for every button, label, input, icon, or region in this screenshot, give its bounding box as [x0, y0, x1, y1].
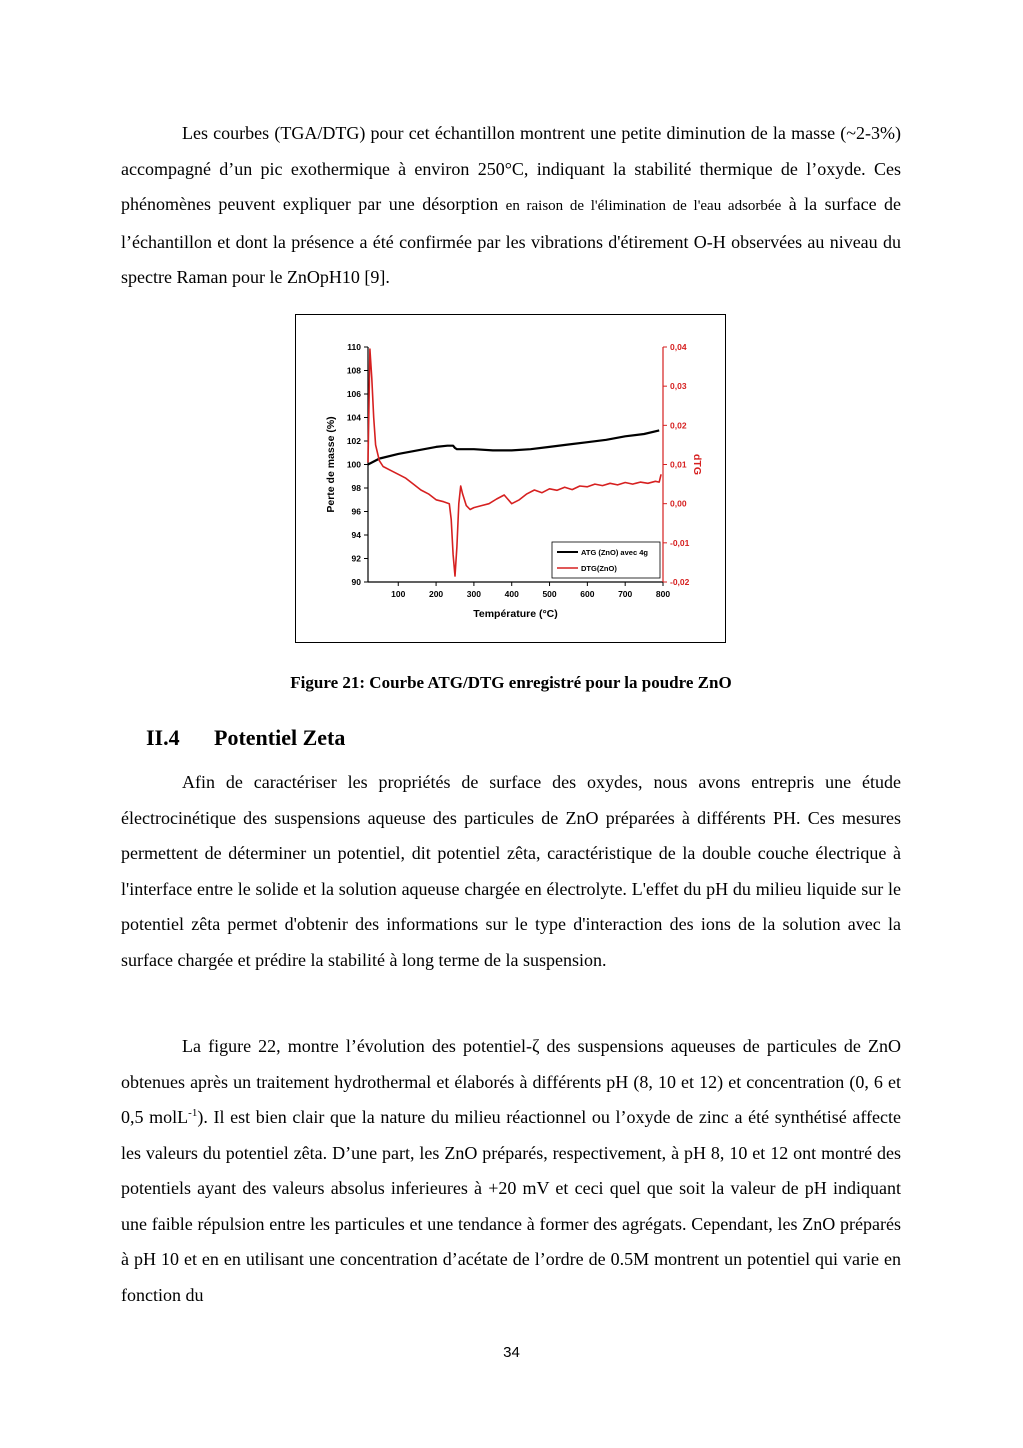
- y-tick-label: 100: [346, 459, 361, 470]
- paragraph-text-end: à la surface de l’échantillon et dont la présence a été confirmée par les vibrations d'étirement O-H observées au niveau du spectre Raman pour le ZnOpH10 [9].: [121, 194, 902, 287]
- x-tick-label: 800: [655, 589, 671, 599]
- y2-tick-label: 0,03: [670, 381, 687, 392]
- y-tick-label: 102: [346, 436, 361, 446]
- legend-label: DTG(ZnO): [581, 564, 617, 573]
- y-tick-label: 106: [346, 389, 361, 399]
- figure-21: [295, 314, 726, 643]
- paragraph-zeta-results: [121, 1029, 901, 1313]
- y2-tick-label: 0,01: [670, 459, 687, 470]
- page-number: 34: [503, 1344, 520, 1361]
- x-tick-label: 300: [466, 589, 481, 599]
- y2-tick-label: -0,02: [670, 577, 690, 587]
- paragraph-zeta-intro: Afin de caractériser les propriétés de surface des oxydes, nous avons entrepris une étude électrocinétique des suspensions aqueuse des particules de ZnO préparées à différents PH. Ces mesures permettent de déterminer un potentiel, dit potentiel zêta, caractéristique de la double couche électrique à l'interface entre le solide et la solution aqueuse chargée en électrolyte. L'effet du pH du milieu liquide sur le potentiel zêta permet d'obtenir des informations sur le type d'interaction des ions de la solution avec la surface chargée et prédire la stabilité à long terme de la suspension.: [121, 772, 901, 970]
- legend-label: ATG (ZnO) avec 4g: [581, 548, 648, 557]
- section-heading: [146, 725, 345, 751]
- section-number: II.4: [146, 725, 180, 750]
- x-tick-label: 400: [504, 589, 519, 599]
- paragraph-tga-dtg: [121, 116, 901, 296]
- paragraph-small-text: en raison de l'élimination de l'eau adsorbée: [505, 198, 782, 214]
- paragraph-text: Les courbes (TGA/DTG) pour cet échantillon montrent une petite diminution de la masse (~2-3%) accompagné d’un pic exothermique à environ 250°C, indiquant la stabilité thermique de l’oxyde. Ces phénomènes peuvent expliquer par une désorption: [121, 123, 901, 214]
- y-axis-label: Perte de masse (%): [325, 416, 337, 513]
- x-tick-label: 700: [618, 589, 633, 599]
- y-tick-label: 110: [347, 342, 361, 352]
- atg-dtg-chart: [296, 315, 727, 644]
- atg-series-line: [368, 430, 659, 464]
- y2-tick-label: 0,04: [670, 342, 687, 352]
- y-tick-label: 90: [351, 577, 361, 587]
- y-tick-label: 92: [351, 553, 361, 564]
- paragraph-text-end: ). Il est bien clair que la nature du milieu réactionnel ou l’oxyde de zinc a été synthétisé affecte les valeurs du potentiel zêta. D’une part, les ZnO préparés, respectivement, à pH 8, 10 et 12 ont montré des potentiels ayant des valeurs absolus inferieures à +20 mV et ceci quel que soit la valeur de pH indiquant une faible répulsion entre les particules et une tendance à former des agrégats. Cependant, les ZnO préparés à pH 10 et en en utilisant une concentration d’acétate de l’ordre de 0.5M montrent un potentiel qui varie en fonction du: [121, 1107, 901, 1305]
- y-tick-label: 108: [346, 365, 361, 376]
- y2-tick-label: 0,02: [670, 420, 687, 431]
- figure-caption: Figure 21: Courbe ATG/DTG enregistré pour la poudre ZnO: [290, 673, 732, 692]
- x-tick-label: 600: [580, 589, 595, 599]
- section-title: Potentiel Zeta: [214, 725, 346, 750]
- x-tick-label: 500: [542, 589, 557, 599]
- paragraph-text: La figure 22, montre l’évolution des potentiel-ζ des suspensions aqueuses de particules de ZnO obtenues après un traitement hydrothermal et élaborés à différents pH (8, 10 et 12) et concentration (0, 6 et 0,5 molL: [121, 1036, 901, 1127]
- x-axis-label: Température (°C): [473, 608, 558, 620]
- y2-tick-label: 0,00: [670, 498, 687, 509]
- x-tick-label: 200: [428, 589, 444, 599]
- y2-tick-label: -0,01: [670, 537, 690, 548]
- x-tick-label: 100: [391, 589, 406, 599]
- superscript: -1: [188, 1107, 198, 1119]
- y-tick-label: 94: [351, 530, 361, 540]
- y-tick-label: 104: [346, 412, 361, 423]
- y-tick-label: 96: [351, 506, 361, 517]
- y2-axis-label: dTG: [691, 454, 703, 475]
- y-tick-label: 98: [351, 483, 361, 493]
